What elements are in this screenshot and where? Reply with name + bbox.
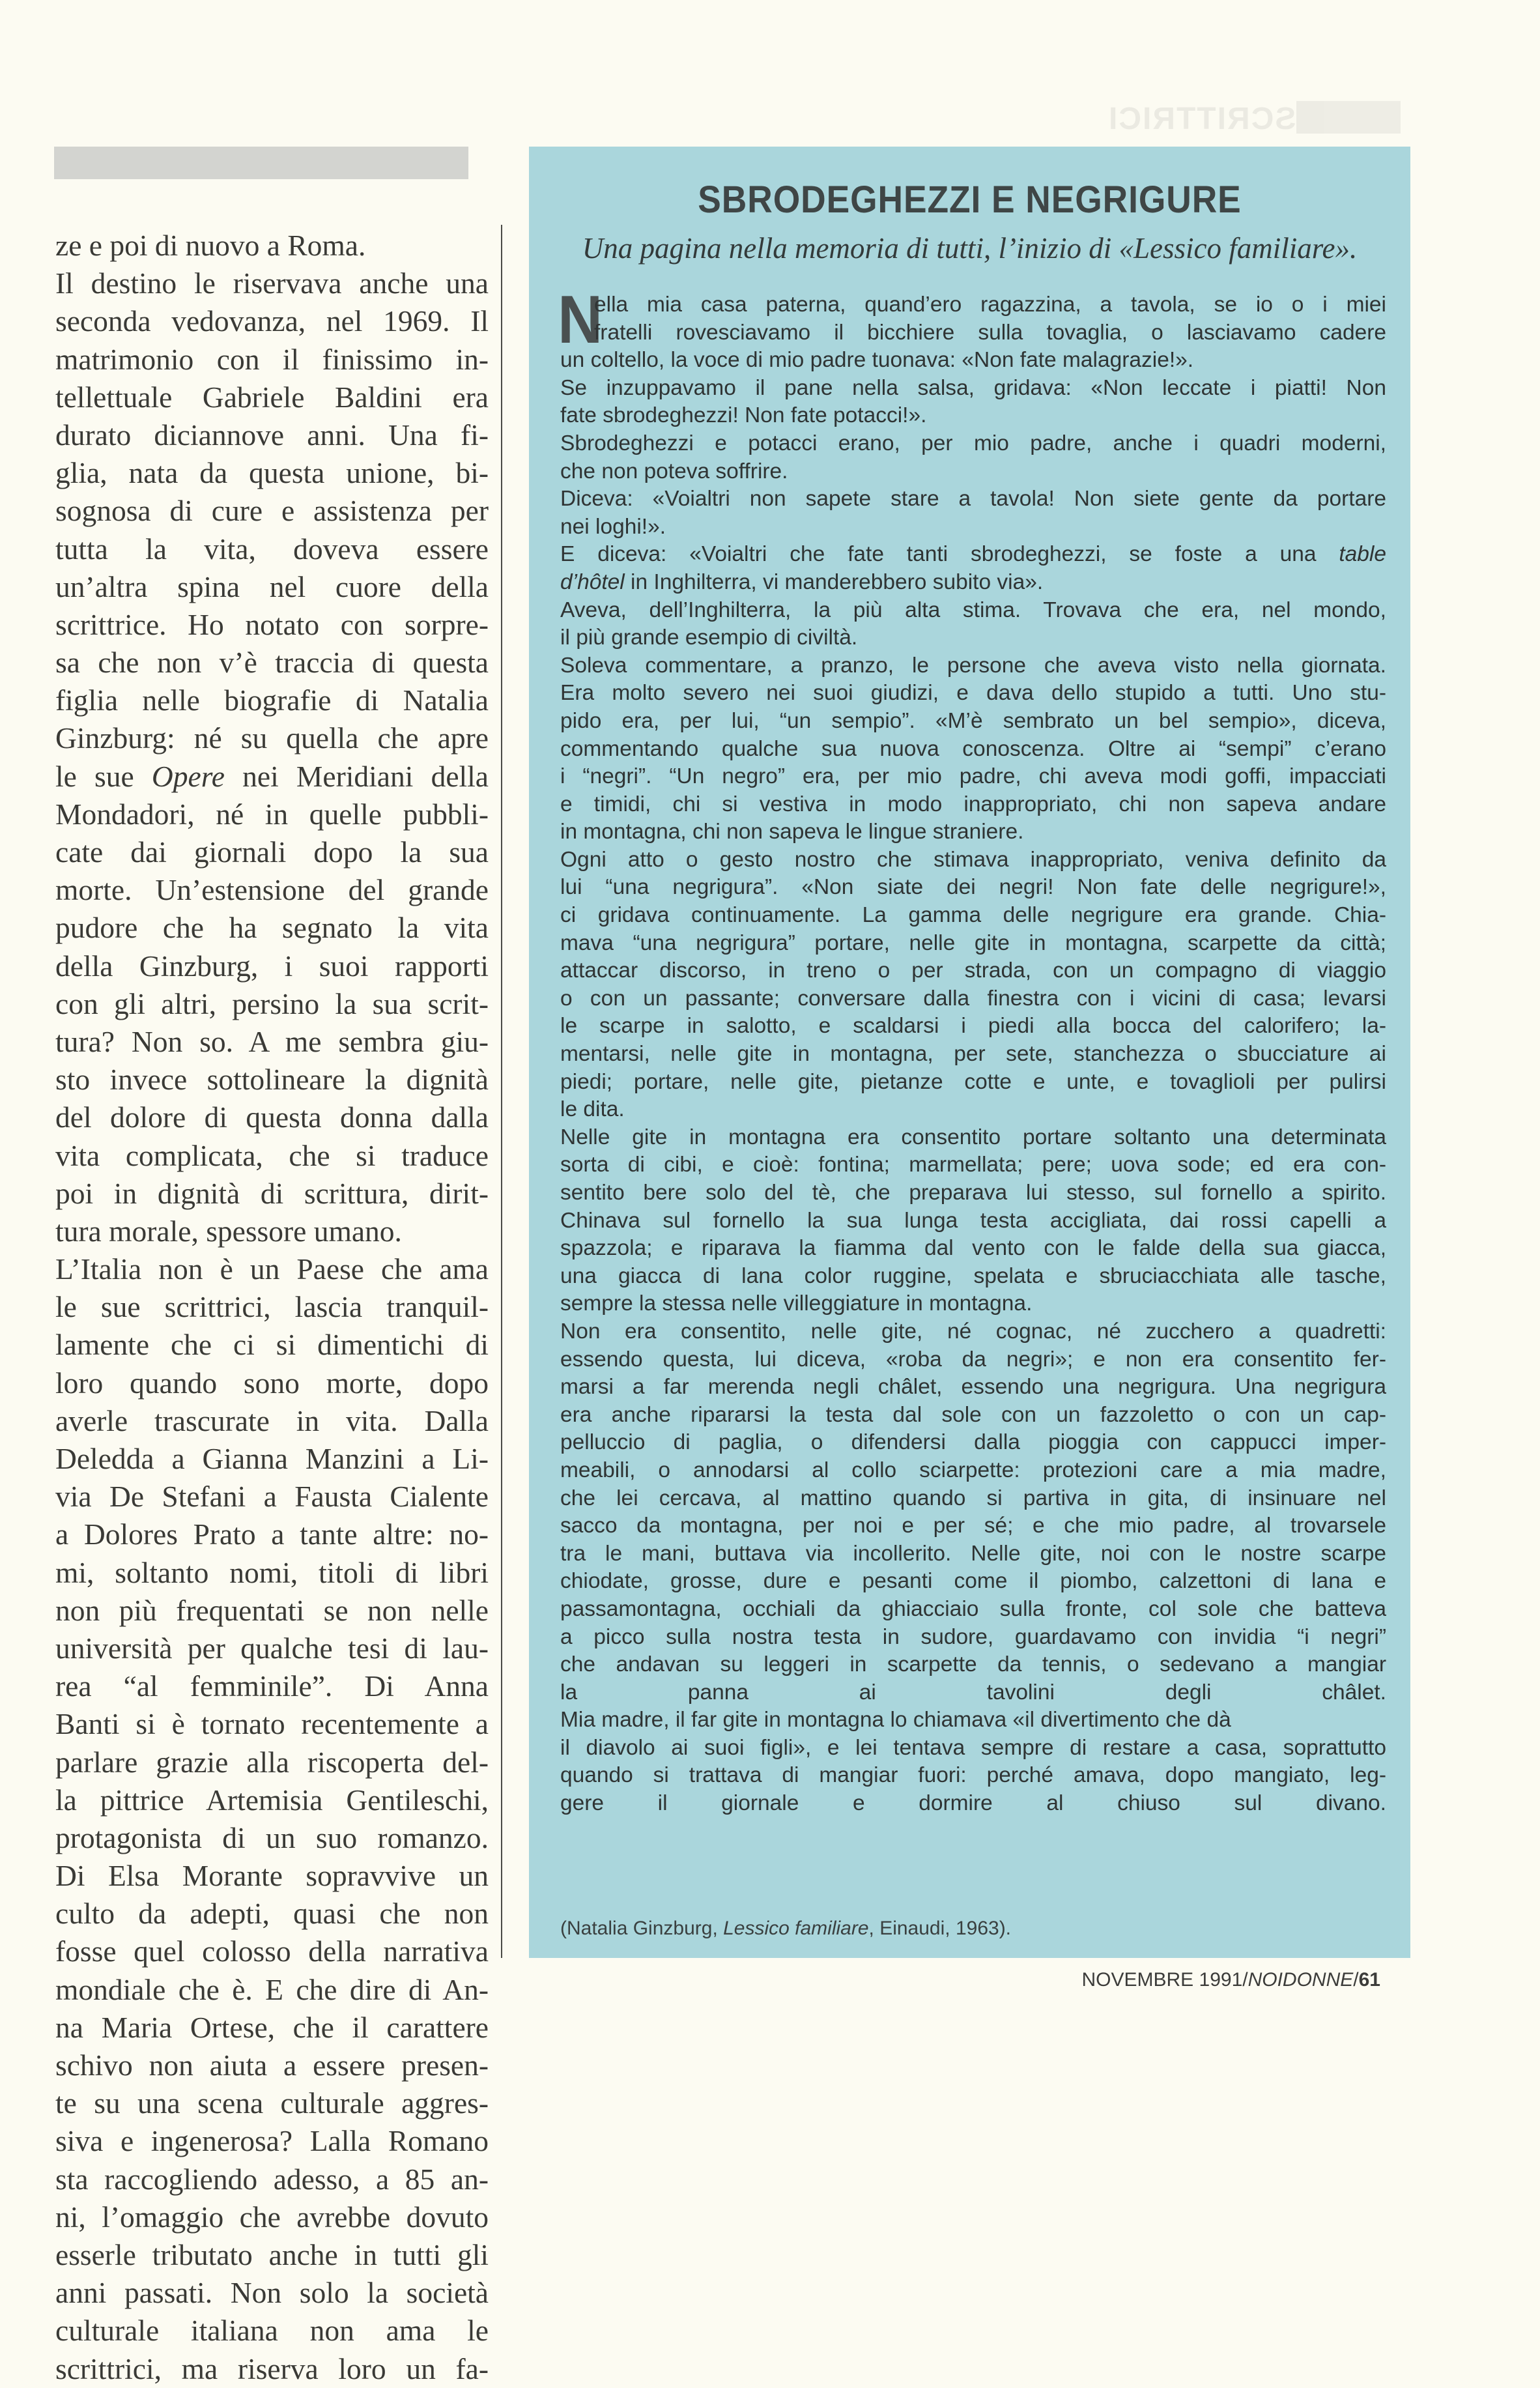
text-line <box>55 1288 489 1326</box>
text-line <box>55 985 489 1023</box>
text-line <box>55 2236 489 2274</box>
text-line-content: attaccar discorso, in treno o per strada, con un compagno di viaggio <box>560 958 1386 983</box>
text-line-content: culturale italiana non ama le <box>55 2314 489 2348</box>
text-line <box>560 763 1386 791</box>
text-line <box>560 652 1386 680</box>
text-line-content: protagonista di un suo romanzo. <box>55 1820 489 1854</box>
text-line-content: gere il giornale e dormire al chiuso sul divano. <box>560 1791 1386 1816</box>
text-line-content: poi in dignità di scrittura, dirit- <box>55 1176 489 1210</box>
text-line <box>55 1630 489 1667</box>
text-line <box>55 1326 489 1364</box>
sidebar-box <box>529 147 1410 1958</box>
text-line <box>55 1554 489 1592</box>
text-line-content: ella mia casa paterna, quand’ero ragazzina, a tavola, se io o i miei <box>594 293 1386 317</box>
text-line-content: lamente che ci si dimentichi di <box>55 1328 489 1362</box>
text-line <box>560 818 1386 846</box>
text-line-content: il diavolo ai suoi figli», e lei tentava sempre di restare a casa, soprattutto <box>560 1735 1386 1760</box>
text-line <box>55 796 489 833</box>
text-line-content: via De Stefani a Fausta Cialente <box>55 1480 489 1514</box>
text-line <box>560 1290 1386 1318</box>
text-line <box>55 1099 489 1136</box>
text-line-content: in montagna, chi non sapeva le lingue straniere. <box>560 820 1024 844</box>
citation <box>560 1918 1011 1940</box>
text-line <box>560 957 1386 985</box>
text-line-content: durato diciannove anni. Una fi- <box>55 418 489 452</box>
text-line <box>55 1592 489 1630</box>
text-line <box>560 347 1386 375</box>
text-line <box>560 1041 1386 1069</box>
text-line-content: lui “una negrigura”. «Non siate dei negri! Non fate delle negrigure!», <box>560 875 1386 900</box>
footer-magazine: NOIDONNE <box>1248 1969 1354 1991</box>
text-line <box>560 402 1386 430</box>
bleed-through-print <box>1107 101 1414 137</box>
bleed-through-text: SCRITTRICI <box>1107 102 1296 136</box>
text-line-content: le sue scrittrici, lascia tranquil- <box>55 1290 489 1324</box>
article-column <box>55 227 489 2388</box>
text-line-content: Sbrodeghezzi e potacci erano, per mio padre, anche i quadri moderni, <box>560 431 1386 455</box>
text-line <box>560 1457 1386 1485</box>
text-line <box>55 2161 489 2198</box>
text-line-content: sa che non v’è traccia di questa <box>55 646 489 680</box>
footer-date: NOVEMBRE 1991/ <box>1081 1969 1248 1991</box>
text-line-content: o con un passante; conversare dalla finestra con i vicini di casa; levarsi <box>560 986 1386 1011</box>
text-line <box>55 1705 489 1743</box>
citation-suffix: , Einaudi, 1963). <box>868 1918 1012 1939</box>
text-line-content: mi, soltanto nomi, titoli di libri <box>55 1555 489 1589</box>
text-line-content: scrittrici, ma riserva loro un fa- <box>55 2352 489 2385</box>
text-line-content: fosse quel colosso della narrativa <box>55 1935 489 1968</box>
text-line-content: pelluccio di paglia, o difendersi dalla pioggia con cappucci imper- <box>560 1430 1386 1455</box>
text-line <box>560 708 1386 736</box>
text-line <box>55 1895 489 1933</box>
text-line <box>560 736 1386 764</box>
text-line-content: E diceva: «Voialtri che fate tanti sbrodeghezzi, se foste a una table <box>560 542 1386 567</box>
text-line <box>560 1346 1386 1374</box>
text-line <box>560 1512 1386 1540</box>
text-line <box>55 1781 489 1819</box>
page-footer <box>1081 1969 1380 1991</box>
text-line-content: pudore che ha segnato la vita <box>55 911 489 945</box>
text-line-content: sta raccogliendo adesso, a 85 an- <box>55 2162 489 2196</box>
text-line <box>560 597 1386 625</box>
text-line <box>55 1667 489 1705</box>
text-line-content: matrimonio con il finissimo in- <box>55 342 489 376</box>
text-line-content: d’hôtel in Inghilterra, vi manderebbero subito via». <box>560 569 1044 594</box>
text-line <box>55 1857 489 1895</box>
text-line-content: parlare grazie alla riscoperta del- <box>55 1745 489 1779</box>
text-line <box>560 1706 1386 1734</box>
text-line-content: cate dai giornali dopo la sua <box>55 835 489 869</box>
text-line <box>560 1096 1386 1124</box>
text-line <box>560 1485 1386 1513</box>
footer-separator: / <box>1353 1969 1359 1991</box>
text-line <box>55 1402 489 1440</box>
text-line <box>55 1819 489 1857</box>
text-line <box>560 1429 1386 1457</box>
text-line <box>560 1374 1386 1402</box>
text-line <box>560 680 1386 708</box>
text-line <box>560 1263 1386 1291</box>
text-line-content: tra le mani, buttava via incollerito. Nelle gite, noi con le nostre scarpe <box>560 1541 1386 1566</box>
text-line <box>560 846 1386 874</box>
citation-book-title: Lessico familiare <box>723 1918 869 1939</box>
text-line-content: quando si trattava di mangiar fuori: perché amava, dopo mangiato, leg- <box>560 1763 1386 1788</box>
text-line-content: le dita. <box>560 1097 625 1122</box>
text-line <box>560 1734 1386 1762</box>
text-line <box>55 265 489 302</box>
text-line <box>55 1250 489 1288</box>
text-line <box>560 569 1386 597</box>
drop-cap: N <box>558 282 603 358</box>
text-line <box>55 1971 489 2009</box>
text-line <box>560 1179 1386 1207</box>
text-line <box>55 833 489 871</box>
text-line-content: mondiale che è. E che dire di An- <box>55 1972 489 2006</box>
text-line-content: ci gridava continuamente. La gamma delle negrigure era grande. Chia- <box>560 903 1386 928</box>
text-line <box>55 1744 489 1781</box>
text-line-content: chiodate, grosse, dure e pesanti come il piombo, calzettoni di lana e <box>560 1569 1386 1594</box>
text-line-content: averle trascurate in vita. Dalla <box>55 1403 489 1437</box>
text-line-content: un coltello, la voce di mio padre tuonava: «Non fate malagrazie!». <box>560 348 1194 373</box>
text-line <box>55 2122 489 2160</box>
text-line-content: sempre la stessa nelle villeggiature in montagna. <box>560 1291 1033 1316</box>
text-line-content: morte. Un’estensione del grande <box>55 873 489 907</box>
text-line-content: e timidi, chi si vestiva in modo inappropriato, chi non sapeva andare <box>560 792 1386 816</box>
sidebar-subtitle: Una pagina nella memoria di tutti, l’inizio di «Lessico familiare». <box>582 232 1358 265</box>
text-line-content: le sue Opere nei Meridiani della <box>55 759 489 793</box>
text-line-content: Se inzuppavamo il pane nella salsa, gridava: «Non leccate i piatti! Non <box>560 375 1386 400</box>
bleed-through-block <box>1296 101 1401 134</box>
text-line <box>560 1762 1386 1790</box>
text-line <box>55 947 489 985</box>
text-line-content: una giacca di lana color ruggine, spelata e sbruciacchiata alle tasche, <box>560 1263 1386 1288</box>
text-line-content: Aveva, dell’Inghilterra, la più alta stima. Trovava che era, nel mondo, <box>560 597 1386 622</box>
text-line <box>55 2274 489 2312</box>
text-line <box>560 1124 1386 1152</box>
text-line <box>55 682 489 719</box>
text-line-content: la panna ai tavolini degli châlet. <box>560 1680 1386 1705</box>
text-line-content: Banti si è tornato recentemente a <box>55 1707 489 1741</box>
text-line-content: che lei cercava, al mattino quando si partiva in gita, di insinuare nel <box>560 1486 1386 1510</box>
text-line <box>55 2312 489 2350</box>
text-line <box>560 430 1386 458</box>
text-line <box>55 302 489 340</box>
text-line-content: Nelle gite in montagna era consentito portare soltanto una determinata <box>560 1125 1386 1149</box>
text-line-content: scrittrice. Ho notato con sorpre- <box>55 607 489 641</box>
text-line-content: università per qualche tesi di lau- <box>55 1631 489 1665</box>
italic-text: d’hôtel <box>560 569 625 594</box>
text-line-content: della Ginzburg, i suoi rapporti <box>55 949 489 983</box>
text-line <box>55 1023 489 1061</box>
text-line-content: te su una scena culturale aggres- <box>55 2086 489 2120</box>
text-line <box>55 644 489 682</box>
text-line <box>55 530 489 568</box>
text-line-content: sentito bere solo del tè, che preparava lui stesso, sul fornello a spirito. <box>560 1181 1386 1205</box>
text-line <box>55 719 489 757</box>
text-line <box>560 1402 1386 1430</box>
text-line <box>560 902 1386 930</box>
text-line-content: ze e poi di nuovo a Roma. <box>55 229 366 262</box>
text-line-content: glia, nata da questa unione, bi- <box>55 456 489 490</box>
text-line-content: Era molto severo nei suoi giudizi, e dava dello stupido a tutti. Uno stu- <box>560 681 1386 706</box>
sidebar-title: SBRODEGHEZZI E NEGRIGURE <box>698 179 1242 221</box>
text-line-content: spazzola; e riparava la fiamma dal vento con le falde della sua giacca, <box>560 1236 1386 1261</box>
text-line <box>560 624 1386 652</box>
text-line-content: Non era consentito, nelle gite, né cognac, né zucchero a quadretti: <box>560 1319 1386 1344</box>
text-line <box>55 1364 489 1402</box>
text-line-content: che non poteva soffrire. <box>560 459 788 483</box>
text-line-content: Mia madre, il far gite in montagna lo chiamava «il divertimento che dà <box>560 1708 1231 1733</box>
text-line <box>560 1790 1386 1818</box>
text-line <box>560 375 1386 403</box>
text-line-content: pido era, per lui, “un sempio”. «M’è sembrato un bel sempio», diceva, <box>560 708 1386 733</box>
text-line <box>560 319 1386 347</box>
text-line-content: passamontagna, occhiali da ghiacciaio sulla fronte, col sole che batteva <box>560 1596 1386 1621</box>
text-line-content: Chinava sul fornello la sua lunga testa accigliata, dai rossi capelli a <box>560 1208 1386 1233</box>
text-line <box>55 1137 489 1175</box>
text-line <box>55 1933 489 1970</box>
text-line-content: che andavan su leggeri in scarpette da tennis, o sedevano a mangiar <box>560 1652 1386 1677</box>
text-line <box>55 2350 489 2388</box>
text-line <box>55 341 489 379</box>
text-line-content: il più grande esempio di civiltà. <box>560 626 858 650</box>
text-line <box>560 1235 1386 1263</box>
text-line <box>560 985 1386 1013</box>
text-line <box>560 1624 1386 1652</box>
text-line <box>560 1540 1386 1568</box>
text-line-content: Soleva commentare, a pranzo, le persone che aveva visto nella giornata. <box>560 653 1386 678</box>
text-line-content: na Maria Ortese, che il carattere <box>55 2010 489 2044</box>
text-line-content: seconda vedovanza, nel 1969. Il <box>55 304 489 338</box>
text-line-content: piedi; portare, nelle gite, pietanze cotte e unte, e tovaglioli per pulirsi <box>560 1069 1386 1094</box>
column-rule <box>501 225 502 1958</box>
text-line-content: mentarsi, nelle gite in montagna, per sete, stanchezza o sbucciature ai <box>560 1042 1386 1067</box>
text-line <box>560 485 1386 513</box>
text-line <box>560 1207 1386 1235</box>
text-line <box>55 2047 489 2084</box>
text-line <box>55 909 489 947</box>
text-line-content: Deledda a Gianna Manzini a Li- <box>55 1442 489 1475</box>
text-line <box>55 1175 489 1213</box>
italic-text: table <box>1339 542 1386 567</box>
text-line-content: mava “una negrigura” portare, nelle gite in montagna, scarpette da città; <box>560 930 1386 955</box>
text-line <box>55 1061 489 1099</box>
text-line-content: sognosa di cure e assistenza per <box>55 494 489 528</box>
text-line-content: essendo questa, lui diceva, «roba da negri»; e non era consentito fer- <box>560 1347 1386 1372</box>
text-line-content: le scarpe in salotto, e scaldarsi i piedi alla bocca del calorifero; la- <box>560 1014 1386 1039</box>
text-line-content: del dolore di questa donna dalla <box>55 1100 489 1134</box>
text-line-content: loro quando sono morte, dopo <box>55 1366 489 1400</box>
text-line-content: tura? Non so. A me sembra giu- <box>55 1024 489 1058</box>
text-line-content: anni passati. Non solo la società <box>55 2276 489 2310</box>
page-number: 61 <box>1358 1969 1380 1991</box>
sidebar-excerpt <box>558 282 1386 1818</box>
text-line <box>560 1679 1386 1707</box>
text-line <box>560 541 1386 569</box>
text-line-content: Ginzburg: né su quella che apre <box>55 721 489 755</box>
text-line <box>560 874 1386 902</box>
text-line-content: un’altra spina nel cuore della <box>55 569 489 603</box>
text-line-content: a picco sulla nostra testa in sudore, guardavamo con invidia “i negri” <box>560 1624 1386 1649</box>
italic-text: Opere <box>151 759 225 793</box>
text-line <box>55 2198 489 2236</box>
text-line <box>560 291 1386 319</box>
text-line <box>560 1013 1386 1041</box>
text-line <box>560 1568 1386 1596</box>
text-line <box>55 492 489 530</box>
text-line-content: tura morale, spessore umano. <box>55 1214 402 1248</box>
text-line <box>55 606 489 644</box>
text-line-content: tellettuale Gabriele Baldini era <box>55 380 489 414</box>
text-line-content: Il destino le riservava anche una <box>55 266 489 300</box>
text-line-content: siva e ingenerosa? Lalla Romano <box>55 2124 489 2158</box>
text-line <box>560 458 1386 486</box>
text-line <box>55 2084 489 2122</box>
text-line <box>55 379 489 416</box>
text-line <box>55 416 489 454</box>
text-line-content: Di Elsa Morante sopravvive un <box>55 1859 489 1893</box>
text-line-content: ni, l’omaggio che avrebbe dovuto <box>55 2200 489 2234</box>
text-line <box>55 2009 489 2047</box>
text-line-content: figlia nelle biografie di Natalia <box>55 683 489 717</box>
text-line-content: nei loghi!». <box>560 514 666 539</box>
text-line <box>560 1651 1386 1679</box>
text-line-content: L’Italia non è un Paese che ama <box>55 1252 489 1286</box>
text-line <box>55 871 489 909</box>
text-line-content: sacco da montagna, per noi e per sé; e che mio padre, al trovarsele <box>560 1514 1386 1538</box>
text-line <box>560 930 1386 958</box>
text-line-content: non più frequentati se non nelle <box>55 1593 489 1627</box>
text-line-content: con gli altri, persino la sua scrit- <box>55 986 489 1020</box>
text-line <box>55 1516 489 1553</box>
text-line <box>55 568 489 606</box>
text-line-content: Diceva: «Voialtri non sapete stare a tavola! Non siete gente da portare <box>560 487 1386 511</box>
text-line-content: i “negri”. “Un negro” era, per mio padre, chi aveva modi goffi, impacciati <box>560 764 1386 789</box>
text-line-content: culto da adepti, quasi che non <box>55 1897 489 1931</box>
text-line-content: rea “al femminile”. Di Anna <box>55 1669 489 1703</box>
text-line-content: era anche ripararsi la testa dal sole con un fazzoletto o con un cap- <box>560 1402 1386 1427</box>
citation-prefix: (Natalia Ginzburg, <box>560 1918 724 1939</box>
text-line <box>55 1478 489 1516</box>
text-line <box>55 454 489 492</box>
text-line-content: meabili, o annodarsi al collo sciarpette: protezioni care a mia madre, <box>560 1458 1386 1482</box>
text-line-content: tutta la vita, doveva essere <box>55 532 489 566</box>
text-line-content: schivo non aiuta a essere presen- <box>55 2049 489 2082</box>
text-line-content: marsi a far merenda negli châlet, essendo una negrigura. Una negrigura <box>560 1375 1386 1400</box>
text-line <box>55 227 489 265</box>
text-line <box>560 1151 1386 1179</box>
text-line <box>560 1318 1386 1346</box>
text-line <box>55 1440 489 1478</box>
text-line <box>560 513 1386 541</box>
text-line-content: esserle tributato anche in tutti gli <box>55 2237 489 2271</box>
text-line <box>560 1596 1386 1624</box>
text-line <box>55 758 489 796</box>
text-line-content: vita complicata, che si traduce <box>55 1138 489 1172</box>
text-line <box>560 791 1386 819</box>
text-line <box>560 1069 1386 1097</box>
text-line-content: sto invece sottolineare la dignità <box>55 1063 489 1097</box>
text-line-content: fate sbrodeghezzi! Non fate potacci!». <box>560 403 927 428</box>
text-line-content: Mondadori, né in quelle pubbli- <box>55 797 489 831</box>
text-line <box>55 1213 489 1250</box>
text-line-content: sorta di cibi, e cioè: fontina; marmellata; pere; uova sode; ed era con- <box>560 1153 1386 1177</box>
text-line-content: a Dolores Prato a tante altre: no- <box>55 1518 489 1551</box>
text-line-content: Ogni atto o gesto nostro che stimava inappropriato, veniva definito da <box>560 847 1386 872</box>
text-line-content: fratelli rovesciavamo il bicchiere sulla tovaglia, o lasciavamo cadere <box>594 320 1386 345</box>
header-bar <box>54 147 468 179</box>
text-line-content: la pittrice Artemisia Gentileschi, <box>55 1783 489 1817</box>
text-line-content: commentando qualche sua nuova conoscenza. Oltre ai “sempi” c’erano <box>560 736 1386 761</box>
